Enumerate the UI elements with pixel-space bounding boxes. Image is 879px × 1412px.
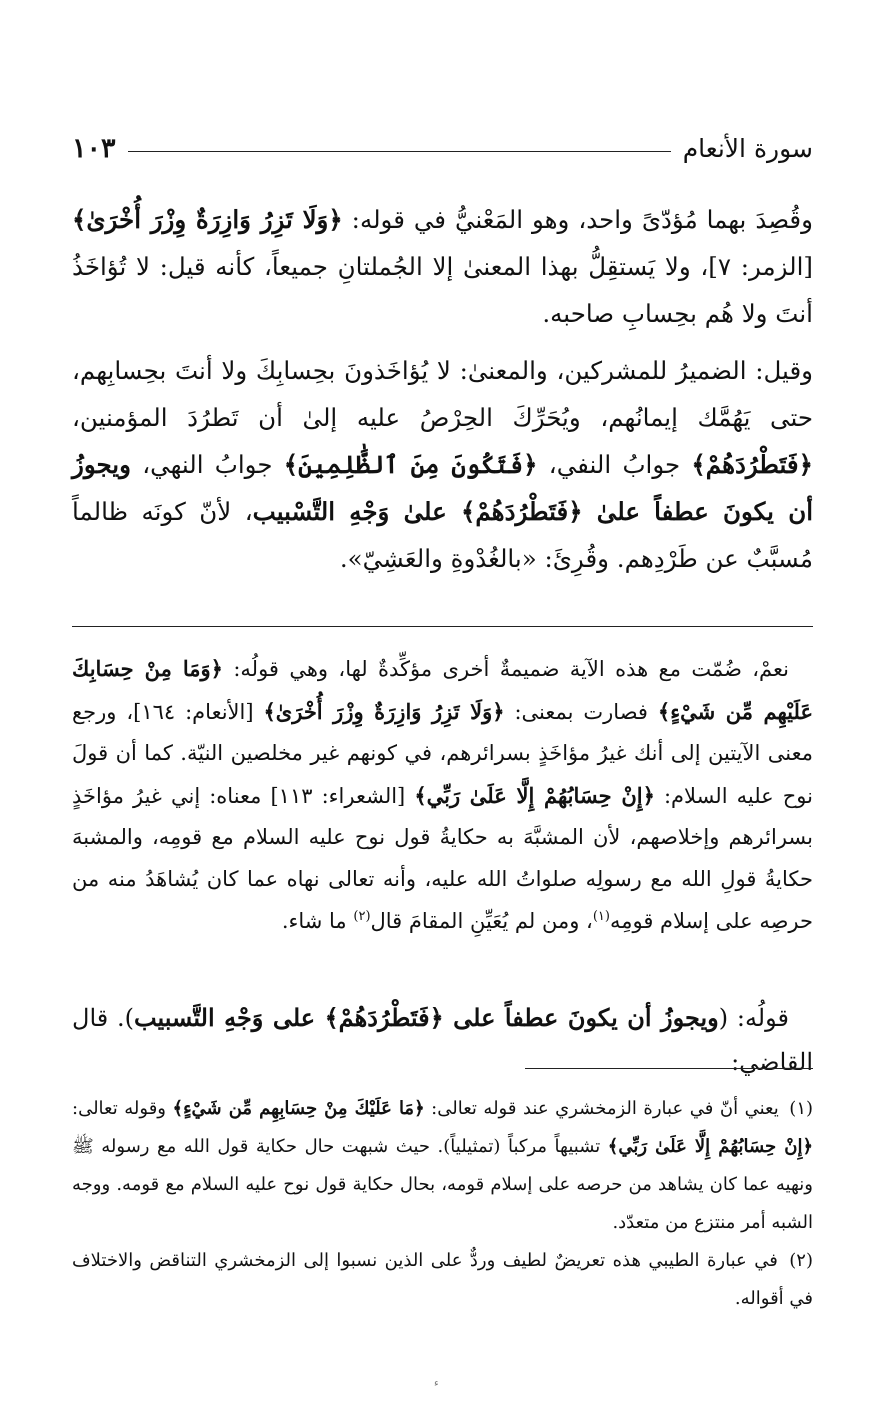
hashiya-paragraph-2 bbox=[72, 996, 813, 1084]
main-commentary bbox=[72, 196, 813, 582]
text-run: قولُه: ( bbox=[718, 1004, 789, 1032]
footnote-ref-1[interactable]: (١) bbox=[592, 908, 610, 924]
quran-verse: ﴿فَتَطْرُدَهُمْ﴾ bbox=[691, 450, 813, 479]
page-mark: ء bbox=[434, 1378, 439, 1389]
quran-verse: ﴿فَتَطْرُدَهُمْ﴾ bbox=[324, 1003, 444, 1032]
footnote-number: (١) bbox=[789, 1098, 814, 1119]
text-run: في عبارة الطيبي هذه تعريضٌ لطيف وردٌّ على الذين نسبوا إلى الزمخشري التناقض والاختلاف في أقواله. bbox=[72, 1250, 813, 1309]
text-run: [الشعراء: ١١٣] معناه: إني غيرُ مؤاخَذٍ بسرائرهم وإخلاصهم، لأن المشبَّهَ به حكايةُ قول نوح عليه السلام مع قومِه، والمشبهَ حكايةُ قولِ الله مع رسولِه صلواتُ الله عليه، وأنه تعالى نهاه عما كان يُشاهَدُ منه من حرصِه على إسلام قومِه bbox=[72, 783, 813, 933]
quran-verse: ﴿إِنْ حِسَابُهُمْ إِلَّا عَلَىٰ رَبِّي﴾ bbox=[607, 1136, 813, 1157]
text-run: تشبيهاً مركباً (تمثيلياً). حيث شبهت حال حكاية قول الله مع رسوله ﷺ ونهيه عما كان يشاهد من حرصه على إسلام قومه، بحال حكاية قول نوح عليه السلام مع قومه. ووجه الشبه أمر منتزع من متعدّد. bbox=[72, 1136, 813, 1233]
text-run: يعني أنّ في عبارة الزمخشري عند قوله تعالى: bbox=[424, 1098, 786, 1119]
text-run: وقيل: الضميرُ للمشركين، والمعنىٰ: لا يُؤاخَذونَ بحِسابِكَ ولا أنتَ بحِسابِهم، حتى يَهُمَّك إيمانُهم، ويُحَرِّكَ الحِرْصُ عليه إلىٰ أن تَطرُدَ المؤمنين، bbox=[72, 356, 813, 432]
footnote-rule bbox=[525, 1068, 813, 1069]
main-paragraph-1 bbox=[72, 196, 813, 337]
text-run: ، لأنّ كونَه ظالماً مُسبَّبٌ عن طَرْدِهم. وقُرِئَ: «بالغُدْوةِ والعَشِيّ». bbox=[72, 497, 813, 573]
footnotes bbox=[72, 1090, 813, 1318]
footnote-ref-2[interactable]: (٢) bbox=[353, 908, 371, 924]
quran-verse: ﴿وَمَا مِنْ حِسَابِكَ عَلَيْهِم مِّن شَيْءٍ﴾ bbox=[72, 656, 813, 724]
bold-lemma: ويجوزُ أن يكونَ عطفاً علىٰ bbox=[72, 450, 813, 526]
text-run: [الأنعام: ١٦٤]، ورجع معنى الآيتين إلى أنك غيرُ مؤاخَذٍ بسرائرهم، في كونهم غير مخلصين النيّة. كما أن قولَ نوح عليه السلام: bbox=[72, 699, 813, 808]
text-run: وقوله تعالى: bbox=[72, 1098, 173, 1119]
surah-title: سورة الأنعام bbox=[682, 133, 813, 163]
super-commentary-lemma bbox=[72, 996, 813, 1084]
text-run: [الزمر: ٧]، ولا يَستقِلُّ بهذا المعنىٰ إلا الجُملتانِ جميعاً، كأنه قيل: لا تُؤاخَذُ أنتَ ولا هُم بحِسابِ صاحبه. bbox=[72, 252, 813, 328]
text-run: نعمْ، ضُمّت مع هذه الآية ضميمةٌ أخرى مؤكِّدةٌ لها، وهي قولُه: bbox=[222, 657, 789, 681]
header-rule bbox=[128, 151, 671, 152]
quran-verse: ﴿فَتَكُونَ مِنَ ٱلظَّٰلِمِينَ﴾ bbox=[283, 450, 538, 479]
bold-lemma: ويجوزُ أن يكونَ عطفاً على bbox=[443, 1003, 719, 1032]
page-number: ١٠٣ bbox=[72, 132, 116, 164]
running-header bbox=[72, 128, 813, 168]
text-run: فصارت بمعنى: bbox=[504, 699, 658, 724]
main-paragraph-2 bbox=[72, 347, 813, 582]
super-commentary bbox=[72, 648, 813, 942]
quran-verse: ﴿إِنْ حِسَابُهُمْ إِلَّا عَلَىٰ رَبِّي﴾ bbox=[414, 782, 655, 808]
footnote-number: (٢) bbox=[789, 1250, 813, 1271]
text-run: جوابُ النهي، bbox=[130, 450, 284, 479]
section-divider bbox=[72, 626, 813, 627]
quran-verse: ﴿وَلَا تَزِرُ وَازِرَةٌ وِزْرَ أُخْرَىٰ﴾ bbox=[72, 205, 343, 234]
footnote-1 bbox=[72, 1090, 813, 1242]
footnote-2 bbox=[72, 1242, 813, 1318]
quran-verse: ﴿فَتَطْرُدَهُمْ﴾ bbox=[460, 497, 583, 526]
hashiya-paragraph-1 bbox=[72, 648, 813, 942]
text-run: ما شاء. bbox=[281, 908, 354, 933]
text-run: ). قال القاضي: bbox=[72, 1004, 813, 1076]
text-run: ، ومن لم يُعَيِّنِ المقامَ قال bbox=[370, 908, 593, 933]
text-run: جوابُ النفي، bbox=[537, 450, 692, 479]
bold-lemma: على وَجْهِ التَّسبيب bbox=[133, 1003, 325, 1032]
text-run: وقُصِدَ بهما مُؤدّىً واحد، وهو المَعْنيُّ في قوله: bbox=[342, 205, 813, 234]
quran-verse: ﴿مَا عَلَيْكَ مِنْ حِسَابِهِم مِّن شَيْءٍ﴾ bbox=[172, 1098, 425, 1119]
bold-lemma: علىٰ وَجْهِ التَّسْبيب bbox=[252, 497, 461, 526]
quran-verse: ﴿وَلَا تَزِرُ وَازِرَةٌ وِزْرَ أُخْرَىٰ﴾ bbox=[263, 698, 505, 724]
